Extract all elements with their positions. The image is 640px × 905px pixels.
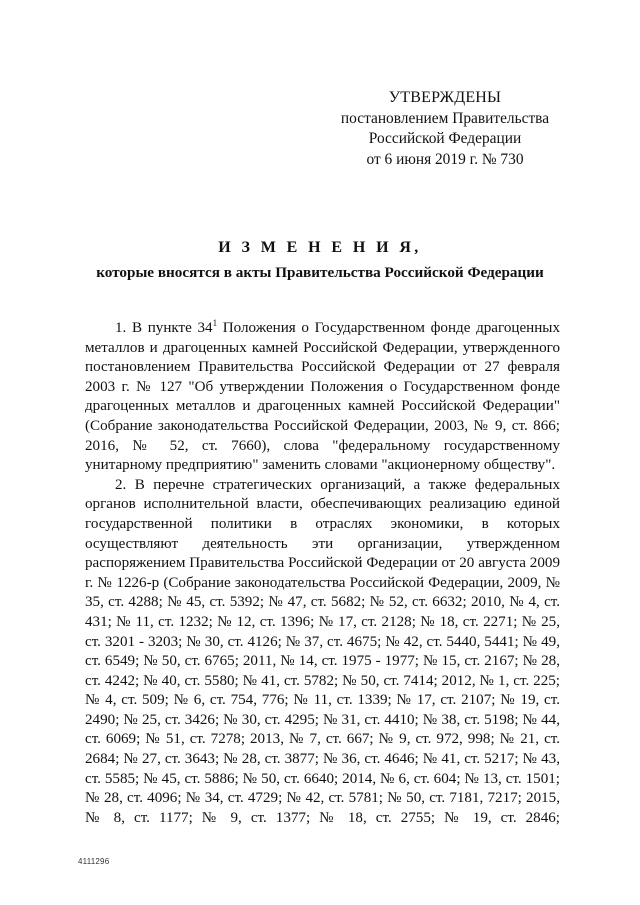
approval-line-country: Российской Федерации: [368, 130, 522, 147]
approval-line-resolution: постановлением Правительства: [340, 109, 550, 127]
paragraph-2: 2. В перечне стратегических организаций, а также федеральных органов исполнительной власти, обеспечивающих реализацию единой государственной политики в отраслях экономики, в которых осуществляют деятельность эти организации, утвержденном распоряжением Правительства Российской Федерации от 20 августа 2009 г. № 1226-р (Собрание законодательства Российской Федерации, 2009, № 35, ст. 4288; № 45, ст. 5392; № 47, ст. 5682; № 52, ст. 6632; 2010, № 4, ст. 431; № 11, ст. 1232; № 12, ст. 1396; № 17, ст. 2128; № 18, ст. 2271; № 25, ст. 3201 - 3203; № 30, ст. 4126; № 37, ст. 4675; № 42, ст. 5440, 5441; № 49, ст. 6549; № 50, ст. 6765; 2011, № 14, ст. 1975 - 1977; № 15, ст. 2167; № 28, ст. 4242; № 40, ст. 5580; № 41, ст. 5782; № 50, ст. 7414; 2012, № 1, ст. 225; № 4, ст. 509; № 6, ст. 754, 776; № 11, ст. 1339; № 17, ст. 2107; № 19, ст. 2490; № 25, ст. 3426; № 30, ст. 4295; № 31, ст. 4410; № 38, ст. 5198; № 44, ст. 6069; № 51, ст. 7278; 2013, № 7, ст. 667; № 9, ст. 972, 998; № 21, ст. 2684; № 27, ст. 3643; № 28, ст. 3877; № 36, ст. 4646; № 41, ст. 5217; № 43, ст. 5585; № 45, ст. 5886; № 50, ст. 6640; 2014, № 6, ст. 604; № 13, ст. 1501; № 28, ст. 4096; № 34, ст. 4729; № 42, ст. 5781; № 50, ст. 7181, 7217; 2015, № 8, ст. 1177; № 9, ст. 1377; № 18, ст. 2755; № 19, ст. 2846;: [85, 476, 560, 826]
paragraph-1-text: Положения о Государственном фонде драгоценных металлов и драгоценных камней Российской Федерации, утвержденного постановлением Правительства Российской Федерации от 27 февраля 2003 г. № 127 "Об утверждении Положения о Государственном фонде драгоценных металлов и драгоценных камней Российской Федерации" (Собрание законодательства Российской Федерации, 2003, № 9, ст. 866; 2016, № 52, ст. 7660), слова "федеральному государственному унитарному предприятию" заменить словами "акционерному обществу".: [85, 320, 560, 474]
paragraph-1-lead: 1. В пункте 34: [115, 320, 213, 336]
approval-title: УТВЕРЖДЕНЫ: [388, 89, 502, 106]
footer-document-code: 4111296: [78, 857, 110, 866]
document-body: [85, 319, 560, 828]
paragraph-1-superscript: 1: [212, 318, 218, 328]
approval-line-date-number: от 6 июня 2019 г. № 730: [366, 150, 524, 168]
paragraph-1: [85, 319, 560, 476]
approval-stamp: [330, 88, 560, 170]
document-title: И З М Е Н Е Н И Я,: [218, 239, 422, 256]
document-subtitle: которые вносятся в акты Правительства Российской Федерации: [96, 264, 544, 281]
